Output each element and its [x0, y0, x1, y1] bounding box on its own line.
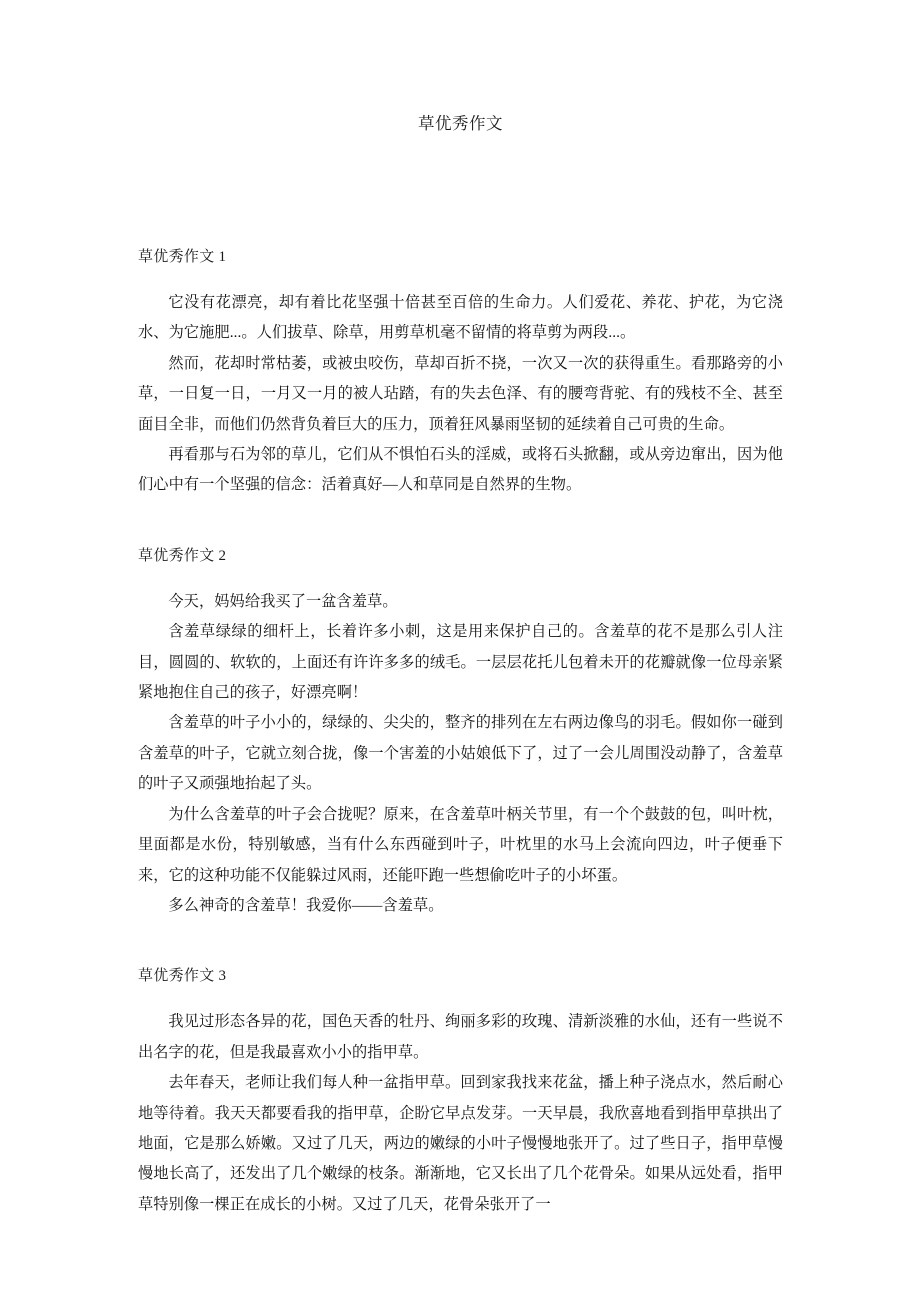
paragraph: 为什么含羞草的叶子会合拢呢？原来，在含羞草叶柄关节里，有一个个鼓鼓的包，叫叶枕，里面都是水份，特别敏感，当有什么东西碰到叶子，叶枕里的水马上会流向四边，叶子便垂下来，它的这种功能不仅能躲过风雨，还能吓跑一些想偷吃叶子的小坏蛋。	[138, 805, 783, 884]
section-heading-2: 草优秀作文 2	[138, 547, 227, 564]
paragraph: 我见过形态各异的花，国色天香的牡丹、绚丽多彩的玫瑰、清新淡雅的水仙，还有一些说不出名字的花，但是我最喜欢小小的指甲草。	[138, 1013, 783, 1061]
paragraph: 它没有花漂亮，却有着比花坚强十倍甚至百倍的生命力。人们爱花、养花、护花，为它浇水、为它施肥...。人们拔草、除草，用剪草机毫不留情的将草剪为两段...。	[138, 294, 783, 342]
document-content	[138, 0, 783, 1220]
section-heading-1: 草优秀作文 1	[138, 249, 227, 265]
section-body-1	[138, 288, 783, 501]
paragraph: 再看那与石为邻的草儿，它们从不惧怕石头的淫威，或将石头掀翻，或从旁边窜出，因为他们心中有一个坚强的信念：活着真好—人和草同是自然界的生物。	[138, 446, 783, 494]
paragraph: 今天，妈妈给我买了一盆含羞草。	[168, 592, 398, 610]
paragraph: 去年春天，老师让我们每人种一盆指甲草。回到家我找来花盆，播上种子浇点水，然后耐心地等待着。我天天都要看我的指甲草，企盼它早点发芽。一天早晨，我欣喜地看到指甲草拱出了地面，它是那么娇嫩。又过了几天，两边的嫩绿的小叶子慢慢地张开了。过了些日子，指甲草慢慢地长高了，还发出了几个嫩绿的枝条。渐渐地，它又长出了几个花骨朵。如果从远处看，指甲草特别像一棵正在成长的小树。又过了几天，花骨朵张开了一	[138, 1074, 783, 1213]
paragraph: 含羞草绿绿的细杆上，长着许多小刺，这是用来保护自己的。含羞草的花不是那么引人注目，圆圆的、软软的，上面还有许许多多的绒毛。一层层花托儿包着未开的花瓣就像一位母亲紧紧地抱住自己的孩子，好漂亮啊！	[138, 623, 783, 702]
paragraph: 含羞草的叶子小小的，绿绿的、尖尖的，整齐的排列在左右两边像鸟的羽毛。假如你一碰到含羞草的叶子，它就立刻合拢，像一个害羞的小姑娘低下了，过了一会儿周围没动静了，含羞草的叶子又顽强地抬起了头。	[138, 714, 783, 793]
section-2	[138, 545, 783, 921]
page-title: 草优秀作文	[418, 114, 503, 133]
section-body-2	[138, 587, 783, 921]
section-heading-3: 草优秀作文 3	[138, 968, 227, 985]
section-1	[138, 246, 783, 501]
section-3	[138, 965, 783, 1220]
paragraph: 然而，花却时常枯萎，或被虫咬伤，草却百折不挠，一次又一次的获得重生。看那路旁的小草，一日复一日，一月又一月的被人玷踏，有的失去色泽、有的腰弯背驼、有的残枝不全、甚至面目全非，而他们仍然背负着巨大的压力，顶着狂风暴雨坚韧的延续着自己可贵的生命。	[138, 354, 783, 433]
paragraph: 多么神奇的含羞草！我爱你——含羞草。	[168, 896, 444, 914]
section-body-3	[138, 1007, 783, 1220]
